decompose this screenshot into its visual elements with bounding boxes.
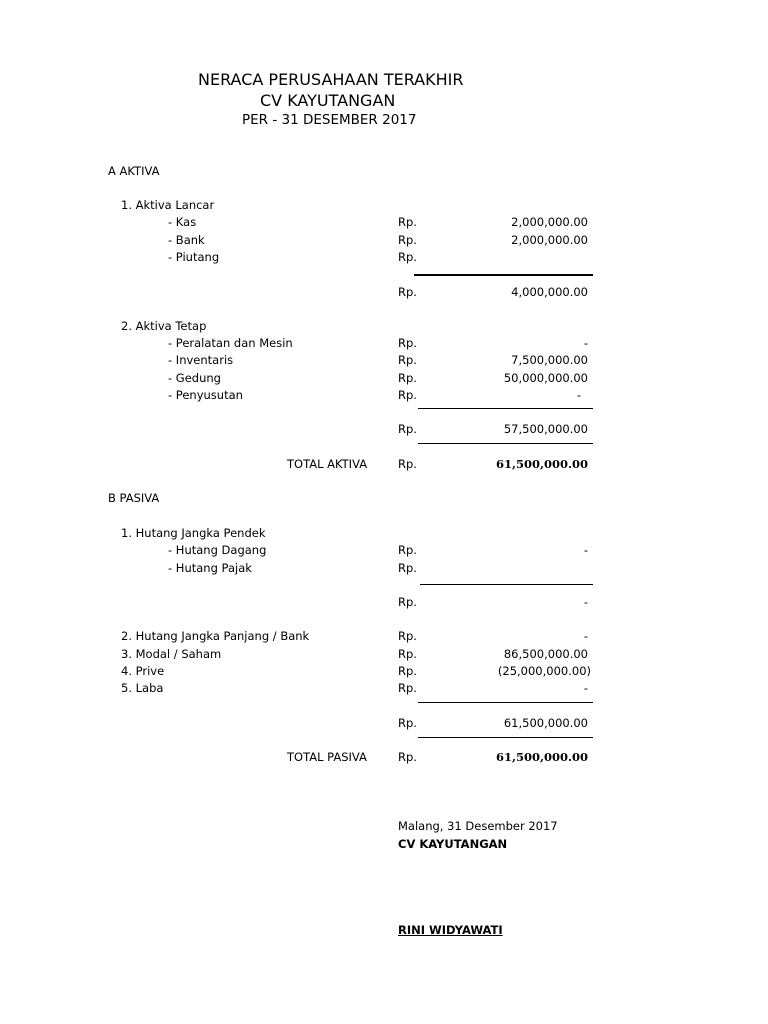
amount-bank: 2,000,000.00 [511,233,588,247]
currency-label: Rp. [398,215,417,229]
currency-label: Rp. [398,561,417,575]
amount-peralatan: - [583,336,588,350]
amount-kas: 2,000,000.00 [511,215,588,229]
amount-gedung: 50,000,000.00 [503,371,588,385]
document-title: NERACA PERUSAHAAN TERAKHIR [198,70,464,89]
currency-label: Rp. [398,233,417,247]
divider-line [414,274,593,276]
item-hutang-panjang: 2. Hutang Jangka Panjang / Bank [121,629,310,643]
item-peralatan: - Peralatan dan Mesin [168,336,293,350]
divider-line [418,702,593,703]
total-aktiva-label: TOTAL AKTIVA [287,457,368,471]
currency-label: Rp. [398,750,417,764]
subtotal-pasiva: 61,500,000.00 [503,716,588,730]
subtotal-aktiva-tetap: 57,500,000.00 [503,422,588,436]
amount-inventaris: 7,500,000.00 [511,353,588,367]
currency-label: Rp. [398,371,417,385]
period-label: PER - 31 DESEMBER 2017 [242,112,417,128]
signature-name: RINI WIDYAWATI [398,923,503,937]
currency-label: Rp. [398,716,417,730]
item-bank: - Bank [168,233,205,247]
currency-label: Rp. [398,629,417,643]
currency-label: Rp. [398,647,417,661]
divider-line [418,737,593,738]
company-name: CV KAYUTANGAN [260,91,396,110]
currency-label: Rp. [398,388,417,402]
subtotal-aktiva-lancar: 4,000,000.00 [511,285,588,299]
signature-place-date: Malang, 31 Desember 2017 [398,819,558,833]
hutang-pendek-label: 1. Hutang Jangka Pendek [121,526,266,540]
currency-label: Rp. [398,285,417,299]
aktiva-heading: A AKTIVA [108,164,160,178]
item-hutang-dagang: - Hutang Dagang [168,543,267,557]
item-modal: 3. Modal / Saham [121,647,222,661]
total-aktiva-amount: 61,500,000.00 [495,457,588,471]
amount-modal: 86,500,000.00 [503,647,588,661]
amount-laba: - [583,681,588,695]
aktiva-tetap-label: 2. Aktiva Tetap [121,319,207,333]
currency-label: Rp. [398,664,417,678]
item-penyusutan: - Penyusutan [168,388,243,402]
item-inventaris: - Inventaris [168,353,234,367]
currency-label: Rp. [398,543,417,557]
currency-label: Rp. [398,353,417,367]
item-hutang-pajak: - Hutang Pajak [168,561,252,575]
item-piutang: - Piutang [168,250,220,264]
divider-line [420,584,593,585]
amount-hutang-dagang: - [583,543,588,557]
divider-line [418,408,593,409]
item-gedung: - Gedung [168,371,221,385]
amount-penyusutan: - [576,388,581,402]
currency-label: Rp. [398,681,417,695]
signature-company: CV KAYUTANGAN [398,837,508,851]
currency-label: Rp. [398,336,417,350]
currency-label: Rp. [398,595,417,609]
currency-label: Rp. [398,250,417,264]
item-kas: - Kas [168,215,197,229]
amount-hutang-panjang: - [583,629,588,643]
currency-label: Rp. [398,422,417,436]
total-pasiva-label: TOTAL PASIVA [287,750,367,764]
aktiva-lancar-label: 1. Aktiva Lancar [121,198,215,212]
item-laba: 5. Laba [121,681,164,695]
item-prive: 4. Prive [121,664,165,678]
currency-label: Rp. [398,457,417,471]
divider-line [418,443,593,444]
total-pasiva-amount: 61,500,000.00 [495,750,588,764]
subtotal-hutang-pendek: - [583,595,588,609]
amount-prive: (25,000,000.00) [497,664,591,678]
pasiva-heading: B PASIVA [108,491,160,505]
